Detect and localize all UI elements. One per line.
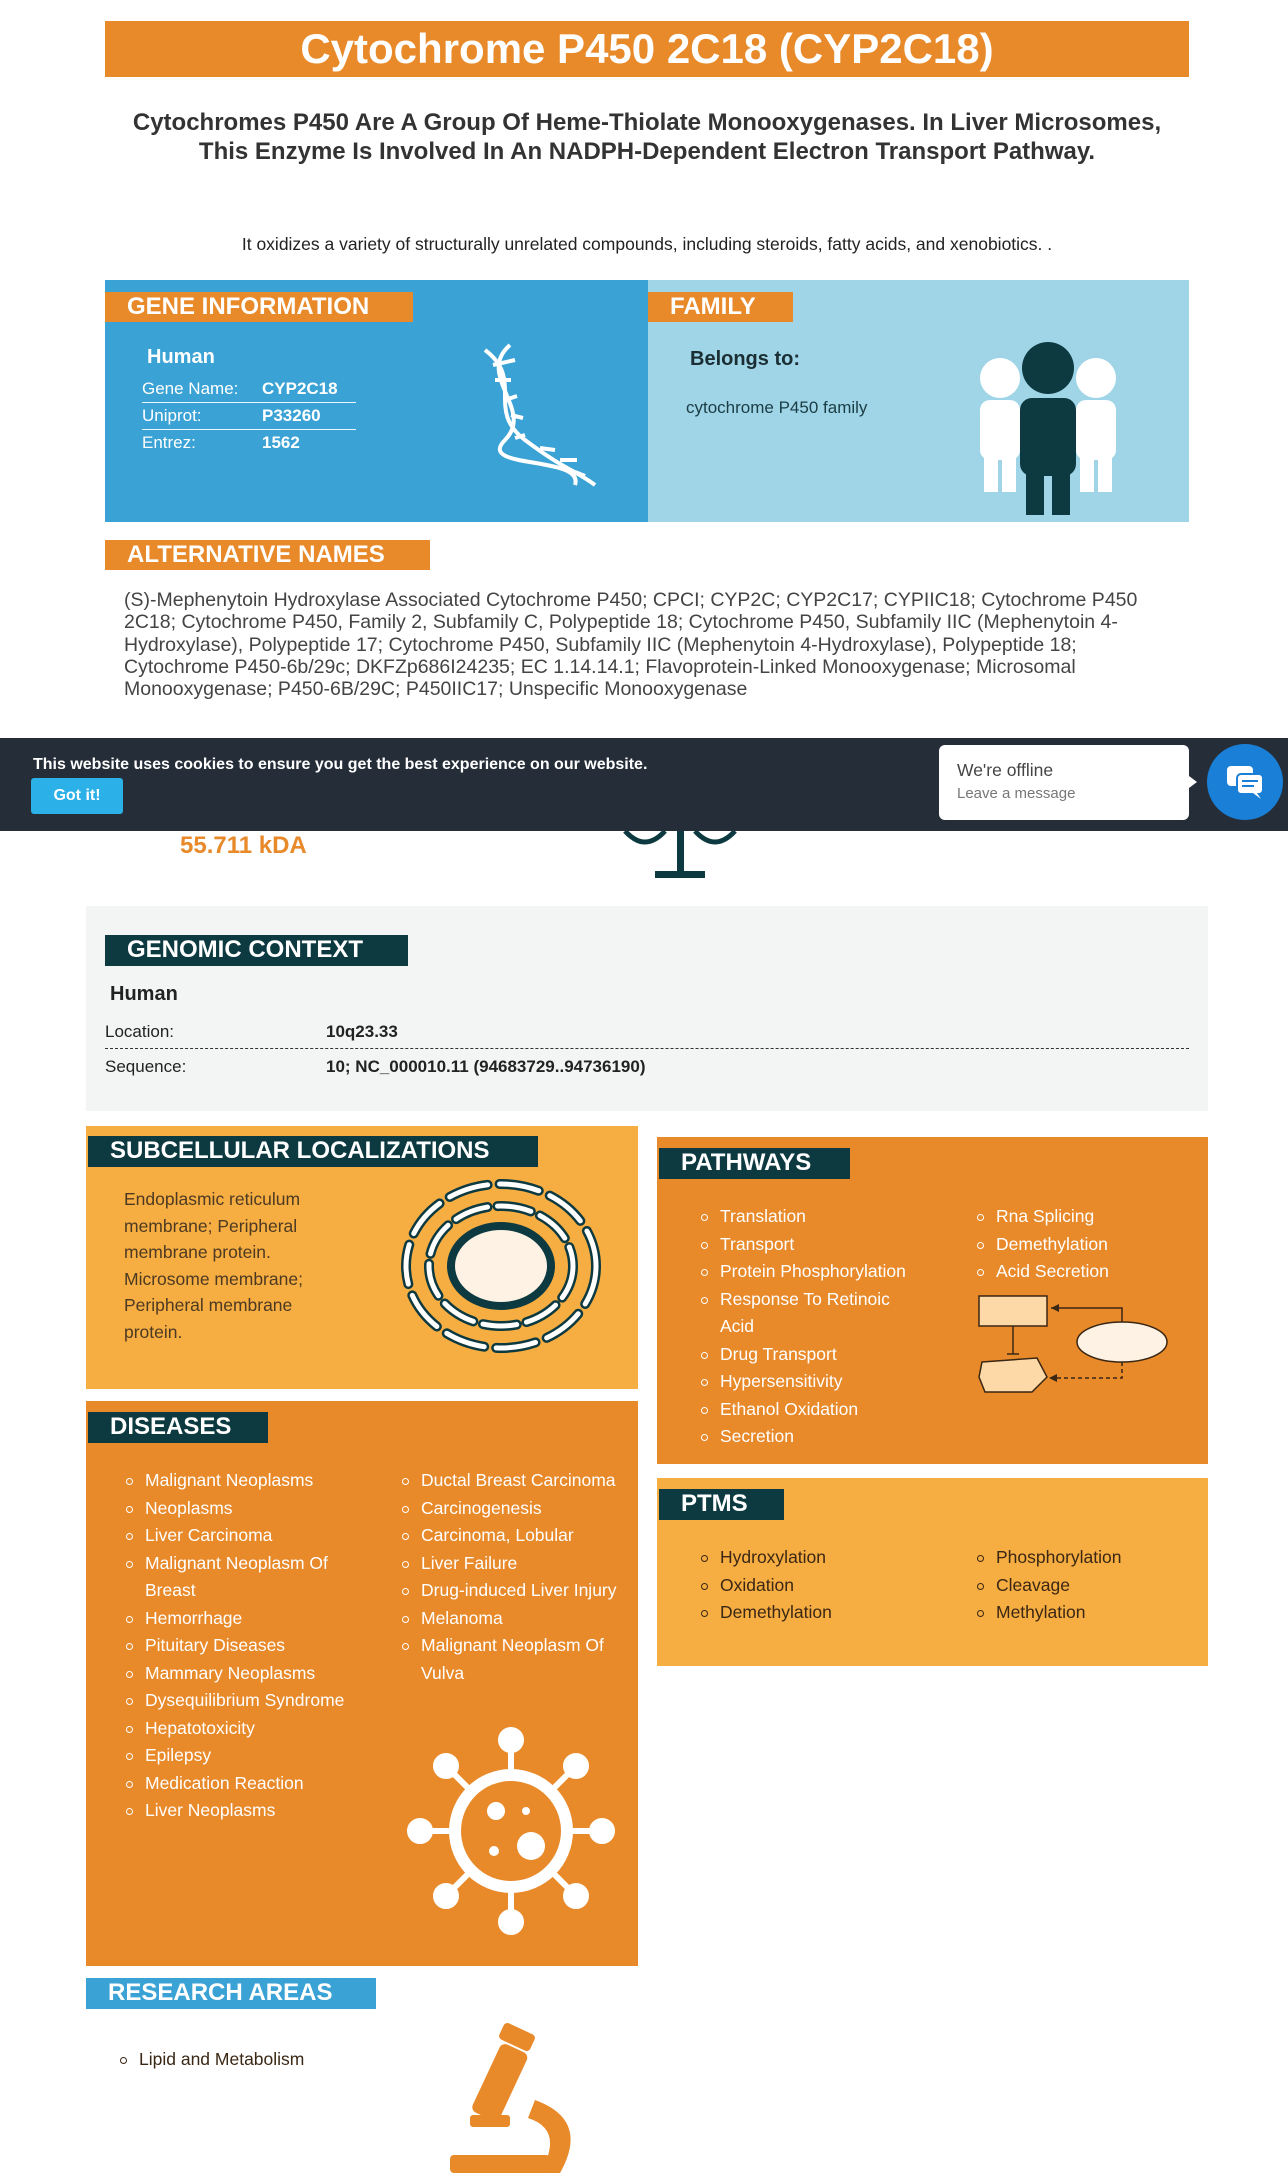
ptms-panel (657, 1478, 1208, 1666)
list-item: Translation (701, 1203, 926, 1231)
research-areas-list (120, 2046, 420, 2074)
cookie-message: This website uses cookies to ensure you get the best experience on our website. (33, 756, 648, 773)
family-panel (648, 280, 1189, 522)
gene-information-heading: GENE INFORMATION (105, 292, 413, 322)
gene-information-panel (105, 280, 648, 522)
list-item: Hemorrhage (126, 1605, 366, 1633)
list-item: Drug Transport (701, 1341, 926, 1369)
subcellular-heading: SUBCELLULAR LOCALIZATIONS (88, 1136, 538, 1167)
virus-icon (406, 1726, 616, 1936)
list-item: Transport (701, 1231, 926, 1259)
list-item: Epilepsy (126, 1742, 366, 1770)
page-subtitle: Cytochromes P450 Are A Group Of Heme-Thiolate Monooxygenases. In Liver Microsomes, This Enzyme Is Involved In An NADPH-Dependent Electron Transport Pathway. (132, 109, 1162, 165)
list-item: Oxidation (701, 1572, 926, 1600)
list-item: Drug-induced Liver Injury (402, 1577, 627, 1605)
genomic-sequence-row (105, 1049, 1189, 1084)
list-item: Demethylation (977, 1231, 1177, 1259)
list-item: Phosphorylation (977, 1544, 1177, 1572)
chat-icon (1227, 766, 1265, 800)
list-item: Malignant Neoplasm Of Breast (126, 1550, 366, 1605)
diseases-list-2 (402, 1467, 627, 1687)
list-item: Malignant Neoplasm Of Vulva (402, 1632, 627, 1687)
bubble-pointer-icon (1185, 773, 1197, 791)
diseases-panel (86, 1401, 638, 1966)
ptms-list-1 (701, 1544, 926, 1627)
balance-scale-icon (600, 831, 760, 881)
diseases-list-1 (126, 1467, 366, 1825)
family-heading: FAMILY (648, 292, 793, 322)
page-description: It oxidizes a variety of structurally unrelated compounds, including steroids, fatty acids, and xenobiotics. . (241, 234, 1053, 254)
list-item: Secretion (701, 1423, 926, 1451)
list-item: Melanoma (402, 1605, 627, 1633)
alternative-names-heading: ALTERNATIVE NAMES (105, 540, 430, 570)
family-belongs-label: Belongs to: (690, 348, 800, 370)
ptms-list-2 (977, 1544, 1177, 1627)
genomic-location-value: 10q23.33 (326, 1022, 398, 1041)
list-item: Lipid and Metabolism (120, 2046, 420, 2074)
list-item: Methylation (977, 1599, 1177, 1627)
microscope-icon (440, 2020, 600, 2173)
pathways-list-2 (977, 1203, 1177, 1286)
list-item: Hepatotoxicity (126, 1715, 366, 1743)
list-item: Hypersensitivity (701, 1368, 926, 1396)
list-item: Liver Neoplasms (126, 1797, 366, 1825)
list-item: Demethylation (701, 1599, 926, 1627)
list-item: Neoplasms (126, 1495, 366, 1523)
list-item: Ductal Breast Carcinoma (402, 1467, 627, 1495)
chat-launcher-button[interactable] (1207, 744, 1283, 820)
chat-offline-bubble[interactable] (939, 745, 1189, 820)
cell-icon (396, 1166, 606, 1361)
ptms-heading: PTMS (659, 1489, 784, 1520)
gene-row-key: Gene Name: (142, 379, 239, 398)
list-item: Ethanol Oxidation (701, 1396, 926, 1424)
list-item: Response To Retinoic Acid (701, 1286, 926, 1341)
genomic-context-heading: GENOMIC CONTEXT (105, 935, 408, 966)
gene-row-entrez (142, 430, 356, 457)
flowchart-icon (977, 1292, 1177, 1402)
cookie-banner (0, 738, 1288, 831)
list-item: Liver Carcinoma (126, 1522, 366, 1550)
page-title: Cytochrome P450 2C18 (CYP2C18) (105, 21, 1189, 77)
chat-offline-title: We're offline (957, 760, 1054, 780)
list-item: Medication Reaction (126, 1770, 366, 1798)
gene-row-value: P33260 (262, 406, 321, 425)
cookie-accept-button[interactable]: Got it! (31, 778, 123, 814)
genomic-sequence-value: 10; NC_000010.11 (94683729..94736190) (326, 1057, 646, 1076)
subcellular-text: Endoplasmic reticulum membrane; Peripheral membrane protein. Microsome membrane; Peripheral membrane protein. (124, 1189, 303, 1342)
list-item: Malignant Neoplasms (126, 1467, 366, 1495)
chat-leave-message[interactable]: Leave a message (957, 785, 1076, 802)
list-item: Acid Secretion (977, 1258, 1177, 1286)
list-item: Mammary Neoplasms (126, 1660, 366, 1688)
genomic-context-panel (86, 906, 1208, 1111)
pathways-panel (657, 1137, 1208, 1464)
genomic-location-label: Location: (105, 1022, 174, 1041)
list-item: Liver Failure (402, 1550, 627, 1578)
subcellular-panel (86, 1126, 638, 1389)
list-item: Pituitary Diseases (126, 1632, 366, 1660)
list-item: Carcinogenesis (402, 1495, 627, 1523)
diseases-heading: DISEASES (88, 1412, 268, 1443)
gene-row-value: CYP2C18 (262, 379, 338, 398)
gene-row-name (142, 376, 356, 403)
list-item: Rna Splicing (977, 1203, 1177, 1231)
dna-icon (465, 340, 615, 490)
list-item: Hydroxylation (701, 1544, 926, 1572)
genomic-species: Human (110, 983, 178, 1005)
list-item: Carcinoma, Lobular (402, 1522, 627, 1550)
gene-row-value: 1562 (262, 433, 300, 452)
list-item: Cleavage (977, 1572, 1177, 1600)
pathways-heading: PATHWAYS (659, 1148, 850, 1179)
gene-row-uniprot (142, 403, 356, 430)
molecular-mass-value: 55.711 kDA (180, 832, 307, 859)
list-item: Dysequilibrium Syndrome (126, 1687, 366, 1715)
gene-species: Human (147, 346, 215, 368)
research-areas-heading: RESEARCH AREAS (86, 1978, 376, 2009)
people-group-icon (968, 340, 1128, 515)
pathways-list-1 (701, 1203, 926, 1451)
gene-row-key: Uniprot: (142, 406, 202, 425)
alternative-names-text: (S)-Mephenytoin Hydroxylase Associated Cytochrome P450; CPCI; CYP2C; CYP2C17; CYPIIC18; Cytochrome P450 2C18; Cytochrome P450, Family 2, Subfamily C, Polypeptide 18; Cytochrome P450, Subfamily IIC (Mephenytoin 4-Hydroxylase), Polypeptide 17; Cytochrome P450, Subfamily IIC (Mephenytoin 4-Hydroxylase), Polypeptide 18; Cytochrome P450-6b/29c; DKFZp686I24235; EC 1.14.14.1; Flavoprotein-Linked Monooxygenase; Microsomal Monooxygenase; P450-6B/29C; P450IIC17; Unspecific Monooxygenase (124, 589, 1138, 701)
genomic-sequence-label: Sequence: (105, 1057, 187, 1076)
genomic-location-row (105, 1014, 1189, 1049)
family-value: cytochrome P450 family (686, 398, 868, 417)
gene-row-key: Entrez: (142, 433, 196, 452)
list-item: Protein Phosphorylation (701, 1258, 926, 1286)
